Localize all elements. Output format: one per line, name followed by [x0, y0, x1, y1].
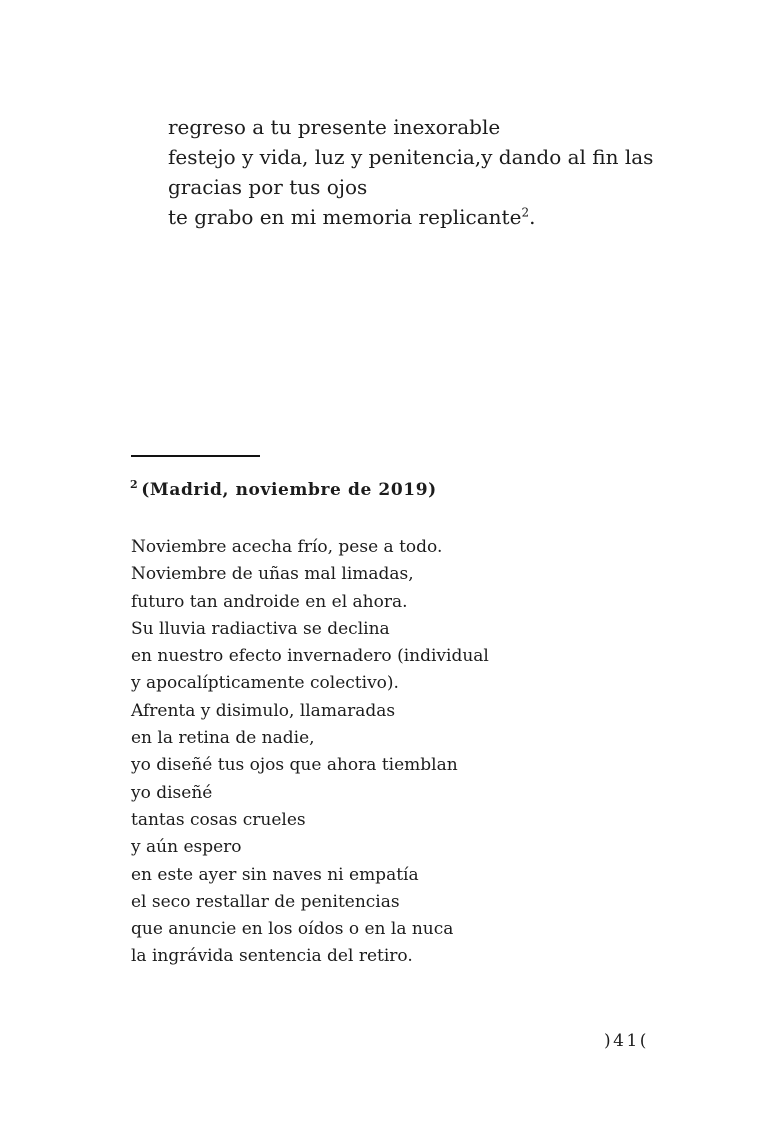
poem-line: Noviembre acecha frío, pese a todo. [131, 537, 443, 557]
poem-line: futuro tan androide en el ahora. [131, 591, 408, 612]
page-number: )41( [604, 1031, 649, 1051]
poem-line: en este ayer sin naves ni empatía [131, 864, 419, 885]
verse-block [168, 112, 653, 232]
poem-line: el seco restallar de penitencias [131, 891, 400, 912]
poem-line: y aún espero [131, 837, 242, 858]
poem-line: tantas cosas crueles [131, 809, 306, 830]
verse-line: gracias por tus ojos [168, 175, 368, 199]
verse-line: regreso a tu presente inexorable [168, 115, 501, 139]
verse-line-text: te grabo en mi memoria replicante [168, 205, 522, 229]
poem-line: yo diseñé tus ojos que ahora tiemblan [131, 755, 458, 776]
poem-line: y apocalípticamente colectivo). [131, 673, 399, 694]
poem-line: la ingrávida sentencia del retiro. [131, 946, 413, 967]
verse-line: festejo y vida, luz y penitencia,y dando al fin las [168, 145, 654, 169]
footnote-marker: 2 [130, 478, 139, 492]
poem-line: en la retina de nadie, [131, 728, 315, 749]
footnote-heading-text: (Madrid, noviembre de 2019) [141, 480, 437, 500]
poem-line: yo diseñé [131, 782, 213, 803]
verse-line-punctuation: . [529, 205, 536, 229]
footnote-poem [131, 534, 489, 971]
poem-line: que anuncie en los oídos o en la nuca [131, 919, 454, 940]
poem-line: Noviembre de uñas mal limadas, [131, 564, 414, 585]
poem-line: Afrenta y disimulo, llamaradas [131, 700, 396, 721]
verse-line [168, 202, 653, 232]
footnote-reference-marker: 2 [521, 205, 530, 220]
footnote-separator-rule [131, 455, 260, 457]
poem-line: en nuestro efecto invernadero (individual [131, 646, 489, 667]
footnote-heading [130, 480, 437, 500]
poem-line: Su lluvia radiactiva se declina [131, 618, 390, 639]
